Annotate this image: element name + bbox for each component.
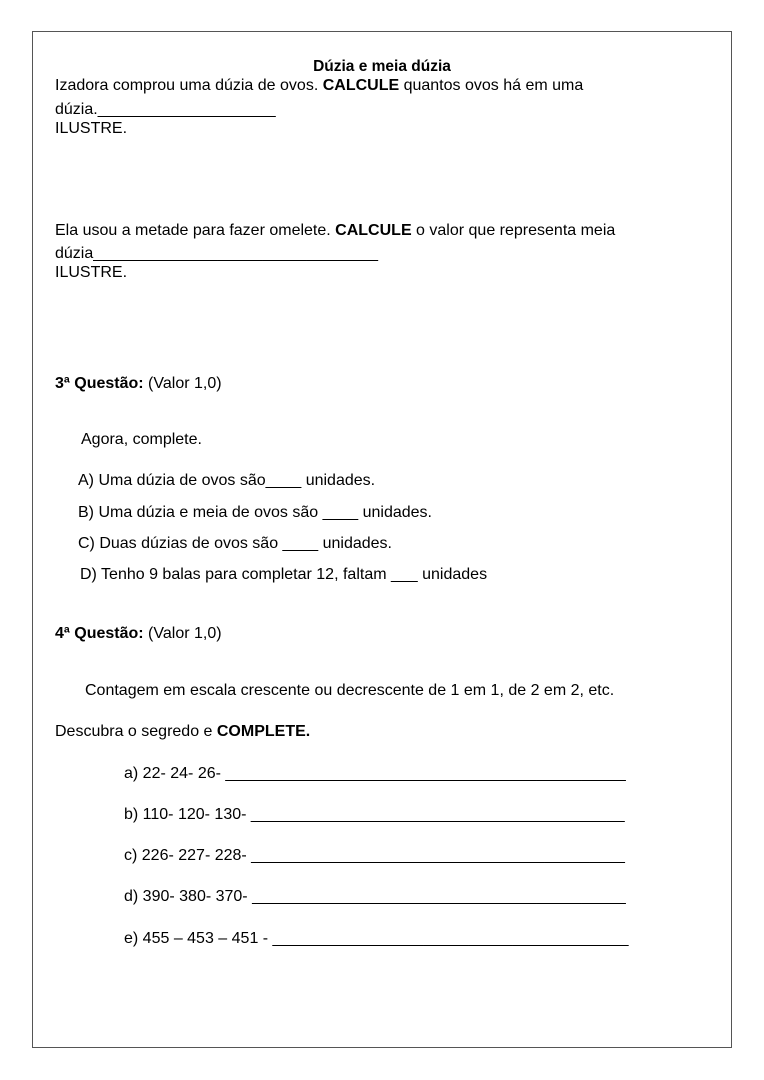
q3-item: D) Tenho 9 balas para completar 12, faltam ___ unidades <box>80 566 488 583</box>
q4-sequence: b) 110- 120- 130- __________________________________________ <box>124 806 625 823</box>
q3-item: C) Duas dúzias de ovos são ____ unidades. <box>78 535 392 552</box>
part2-illustrate-label: ILUSTRE. <box>55 264 128 281</box>
part2-answer-line: dúzia________________________________ <box>55 245 378 262</box>
part1-question-line1: Izadora comprou uma dúzia de ovos. CALCULE quantos ovos há em uma <box>55 77 584 94</box>
part1-answer-line: dúzia.____________________ <box>55 101 276 118</box>
q4-sequence: a) 22- 24- 26- _____________________________________________ <box>124 765 626 782</box>
page-title: Dúzia e meia dúzia <box>313 58 451 75</box>
q3-heading: 3ª Questão: (Valor 1,0) <box>55 375 222 392</box>
q3-instruction: Agora, complete. <box>81 431 202 448</box>
q4-sequence: d) 390- 380- 370- __________________________________________ <box>124 888 626 905</box>
part1-illustrate-label: ILUSTRE. <box>55 120 128 137</box>
q3-item: A) Uma dúzia de ovos são____ unidades. <box>78 472 376 489</box>
q4-sequence: c) 226- 227- 228- __________________________________________ <box>124 847 625 864</box>
q4-heading: 4ª Questão: (Valor 1,0) <box>55 625 222 642</box>
q4-instruction: Descubra o segredo e COMPLETE. <box>55 723 311 740</box>
q4-intro: Contagem em escala crescente ou decrescente de 1 em 1, de 2 em 2, etc. <box>85 682 615 699</box>
q4-sequence: e) 455 – 453 – 451 - ________________________________________ <box>124 930 629 947</box>
part2-question-line1: Ela usou a metade para fazer omelete. CALCULE o valor que representa meia <box>55 222 616 239</box>
q3-item: B) Uma dúzia e meia de ovos são ____ unidades. <box>78 504 432 521</box>
